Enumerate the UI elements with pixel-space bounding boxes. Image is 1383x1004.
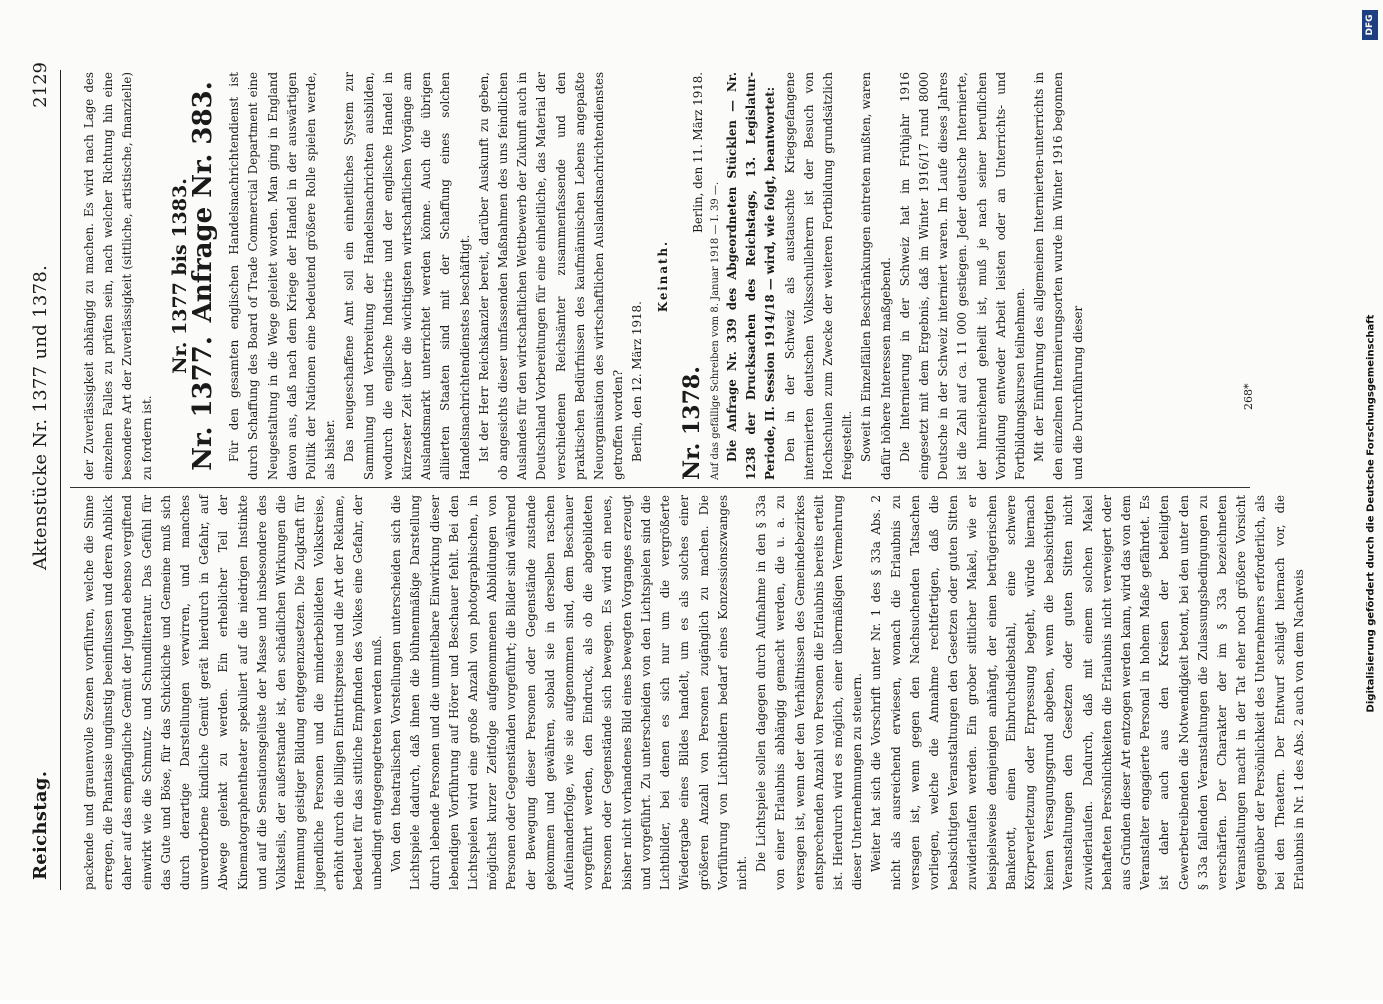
paragraph: Weiter hat sich die Vorschrift unter Nr. 1 des § 33a Abs. 2 nicht als ausreichend erwiesen, wonach die Erlaubnis zu versagen ist, wenn gegen den Nachsuchenden Tatsachen vorliegen, welche die Annahme rechtfertigen, daß die beabsichtigten Veranstaltungen den Gesetzen oder guten Sitten zuwiderlaufen werden. Ein grober sittlicher Makel, wie er beispielsweise demjenigen anhängt, der einen betrügerischen Bankerott, einen Einbruchsdiebstahl, eine schwere Körperverletzung oder Erpressung begeht, würde hiernach keinen Versagungsgrund abgeben, wenn die beabsichtigten Veranstaltungen den Gesetzen oder guten Sitten nicht zuwiderlaufen. Dadurch, daß mit einem solchen Makel behafteten Persönlichkeiten die Erlaubnis nicht verweigert oder aus Gründen dieser Art entzogen werden kann, wird das von dem Veranstalter engagierte Personal in hohem Maße gefährdet. Es ist daher auch aus den Kreisen der beteiligten Gewerbetreibenden die Notwendigkeit betont, bei den unter den § 33a fallenden Veranstaltungen die Zulassungsbedingungen zu verschärfen. Der Charakter der im § 33a bezeichneten Veranstaltungen macht in der Tat eher noch größere Vorsicht gegenüber der Persönlichkeit des Unternehmers erforderlich, als bei den Theatern. Der Entwurf schlägt hiernach vor, die Erlaubnis in Nr. 1 des Abs. 2 auch von dem Nachweis bbox=[869, 495, 1306, 890]
paragraph: Die Internierung in der Schweiz hat im Frühjahr 1916 eingesetzt mit dem Ergebnis, daß im Winter 1916/17 rund 8000 Deutsche in der Schweiz interniert waren. Im Laufe dieses Jahres ist die Zahl auf ca. 11 000 gestiegen. Jeder deutsche Internierte, der hinreichend geheilt ist, muß je nach seiner beruflichen Vorbildung entweder Arbeit leisten oder an Unterrichts- und Fortbildungskursen teilnehmen. bbox=[897, 72, 1027, 480]
document-range-heading: Nr. 1377 bis 1383. bbox=[168, 178, 191, 374]
rotated-page bbox=[30, 50, 1306, 950]
dfg-stamp bbox=[1361, 8, 1379, 992]
running-header bbox=[30, 50, 74, 950]
paragraph: Das neugeschaffene Amt soll ein einheitliches System zur Sammlung und Verbreitung der Handelsnachrichten ausbilden, wodurch die englische Industrie und der englische Handel in kürzester Zeit über die wichtigsten wirtschaftlichen Vorgänge am Auslandsmarkt unterrichtet werden könne. Auch die übrigen alliierten Staaten sind mit der Schaffung eines solchen Handelsnachrichtendienstes beschäftigt. bbox=[342, 72, 472, 480]
dfg-logo: DFG bbox=[1362, 10, 1378, 40]
paragraph: Die Lichtspiele sollen dagegen durch Aufnahme in den § 33a von einer Erlaubnis abhängig gemacht werden, die u. a. zu versagen ist, wenn der den Verhältnissen des Gemeindebezirkes entsprechenden Anzahl von Personen die Erlaubnis bereits erteilt ist. Hierdurch wird es möglich, einer übermäßigen Vermehrung dieser Unternehmungen zu steuern. bbox=[754, 495, 865, 890]
header-title: Aktenstücke Nr. 1377 und 1378. bbox=[30, 264, 51, 570]
document-number: Nr. 1377. bbox=[188, 336, 219, 471]
paragraph: Mit der Einführung des allgemeinen Internierten-unterrichts in den einzelnen Internierungsorten wurde im Winter 1916 begonnen und die Durchführung dieser bbox=[1032, 72, 1085, 480]
paragraph: Von den theatralischen Vorstellungen unterscheiden sich die Lichtspiele dadurch, daß ihnen die bühnenmäßige Darstellung durch lebende Personen und die unmittelbare Einwirkung dieser lebendigen Vorführung auf Hörer und Beschauer fehlt. Bei den Lichtspielen wird eine große Anzahl von photographischen, in möglichst kurzer Zeitfolge aufgenommenen Abbildungen von Personen oder Gegenständen vorgeführt; die Bilder sind während der Bewegung dieser Personen oder Gegenstände zustande gekommen und gewähren, sobald sie in derselben raschen Aufeinanderfolge, wie sie aufgenommen sind, dem Beschauer vorgeführt werden, den Eindruck, als ob die abgebildeten Personen oder Gegenstände sich bewegen. Es wird ein neues, bisher nicht vorhandenes Bild eines bewegten Vorganges erzeugt und vorgeführt. Zu unterscheiden von den Lichtspielen sind die Lichtbilder, bei denen es sich nur um die vergrößerte Wiedergabe eines Bildes handelt, um es als solches einer größeren Anzahl von Personen zugänglich zu machen. Die Vorführung von Lichtbildern bedarf eines Konzessionszwanges nicht. bbox=[389, 495, 749, 890]
signature: Keinath. bbox=[655, 239, 670, 313]
header-rule bbox=[60, 70, 61, 890]
document-title: Anfrage Nr. 383. bbox=[188, 81, 219, 323]
answer-intro: Die Anfrage Nr. 339 des Abgeordneten Stücklen — Nr. 1238 der Drucksachen des Reichstags, 13. Legislatur-Periode, II. Session 1914/18 — wird, wie folgt, beantwortet: bbox=[724, 72, 778, 480]
page-number: 2129 bbox=[30, 62, 51, 108]
paragraph: packende und grauenvolle Szenen vorführen, welche die Sinne erregen, die Phantasie ungünstig beeinflussen und deren Anblick daher auf das empfängliche Gemüt der Jugend ebenso vergiftend einwirkt wie die Schmutz- und Schundliteratur. Das Gefühl für das Gute und Böse, für das Schickliche und Gemeine muß sich durch derartige Darstellungen verwirren, und manches unverdorbene kindliche Gemüt gerät hierdurch in Gefahr, auf Abwege gelenkt zu werden. Ein erheblicher Teil der Kinematographentheater spekuliert auf die niedrigen Instinkte und auf die Sensationsgelüste der Masse und insbesondere des Volksteils, der außerstande ist, den schädlichen Wirkungen die Hemmung geistiger Bildung entgegenzusetzen. Die Zugkraft für jugendliche Personen und die minderbebildeten Volkskreise, erhöht durch die billigen Eintrittspreise und die Art der Reklame, bedeutet für das sittliche Empfinden des Volkes eine Gefahr, der unbedingt entgegengetreten werden muß. bbox=[82, 495, 385, 890]
document-number: Nr. 1378. bbox=[678, 366, 705, 480]
date-line: Berlin, den 12. März 1918. bbox=[630, 301, 645, 462]
paragraph: Den in der Schweiz als austauschte Kriegsgefangene internierten deutschen Volksschullehrern ist der Besuch von Hochschulen zum Zwecke der weiteren Fortbildung grundsätzlich freigestellt. bbox=[782, 72, 855, 480]
left-column bbox=[80, 495, 1309, 890]
paragraph: Ist der Herr Reichskanzler bereit, darüber Auskunft zu geben, ob angesichts dieser umfassenden Maßnahmen des uns feindlichen Auslandes für den wirtschaftlichen Wettbewerb der Zukunft auch in Deutschland Vorbereitungen für eine einheitliche, das Material der verschiedenen Reichsämter zusammenfassende und den praktischen Bedürfnissen des kaufmännischen Lebens angepaßte Neuorganisation des wirtschaftlichen Auslandsnachrichtendienstes getroffen worden? bbox=[476, 72, 626, 480]
date-line: Berlin, den 11. März 1918. bbox=[690, 72, 705, 233]
paragraph: der Zuverlässigkeit abhängig zu machen. Es wird nach Lage des einzelnen Falles zu prüfen sein, nach welcher Richtung hin eine besondere Art der Zuverlässigkeit (sittliche, artistische, finanzielle) zu fordern ist. bbox=[82, 72, 154, 480]
signature-mark: 268* bbox=[1242, 383, 1255, 410]
right-column bbox=[80, 72, 1088, 480]
reference-line: Auf das gefällige Schreiben vom 8. Januar 1918 — I. 39 —. bbox=[709, 181, 721, 480]
header-left: Reichstag. bbox=[30, 770, 51, 880]
document-heading bbox=[188, 72, 219, 480]
paragraph: Für den gesamten englischen Handelsnachrichtendienst ist durch Schaffung des Board of Trade Commercial Department eine Neugestaltung in die Wege geleitet worden. Man ging in England davon aus, daß nach dem Kriege der Handel in der auswärtigen Politik der Nationen eine bedeutend größere Rolle spielen werde, als bisher. bbox=[227, 72, 338, 480]
dfg-credit-text: Digitalisierung gefördert durch die Deutsche Forschungsgemeinschaft bbox=[1365, 314, 1377, 713]
column-divider bbox=[70, 487, 1250, 488]
paragraph: Soweit in Einzelfällen Beschränkungen eintreten mußten, waren dafür höhere Interessen maßgebend. bbox=[859, 72, 893, 480]
document-heading bbox=[678, 72, 709, 480]
